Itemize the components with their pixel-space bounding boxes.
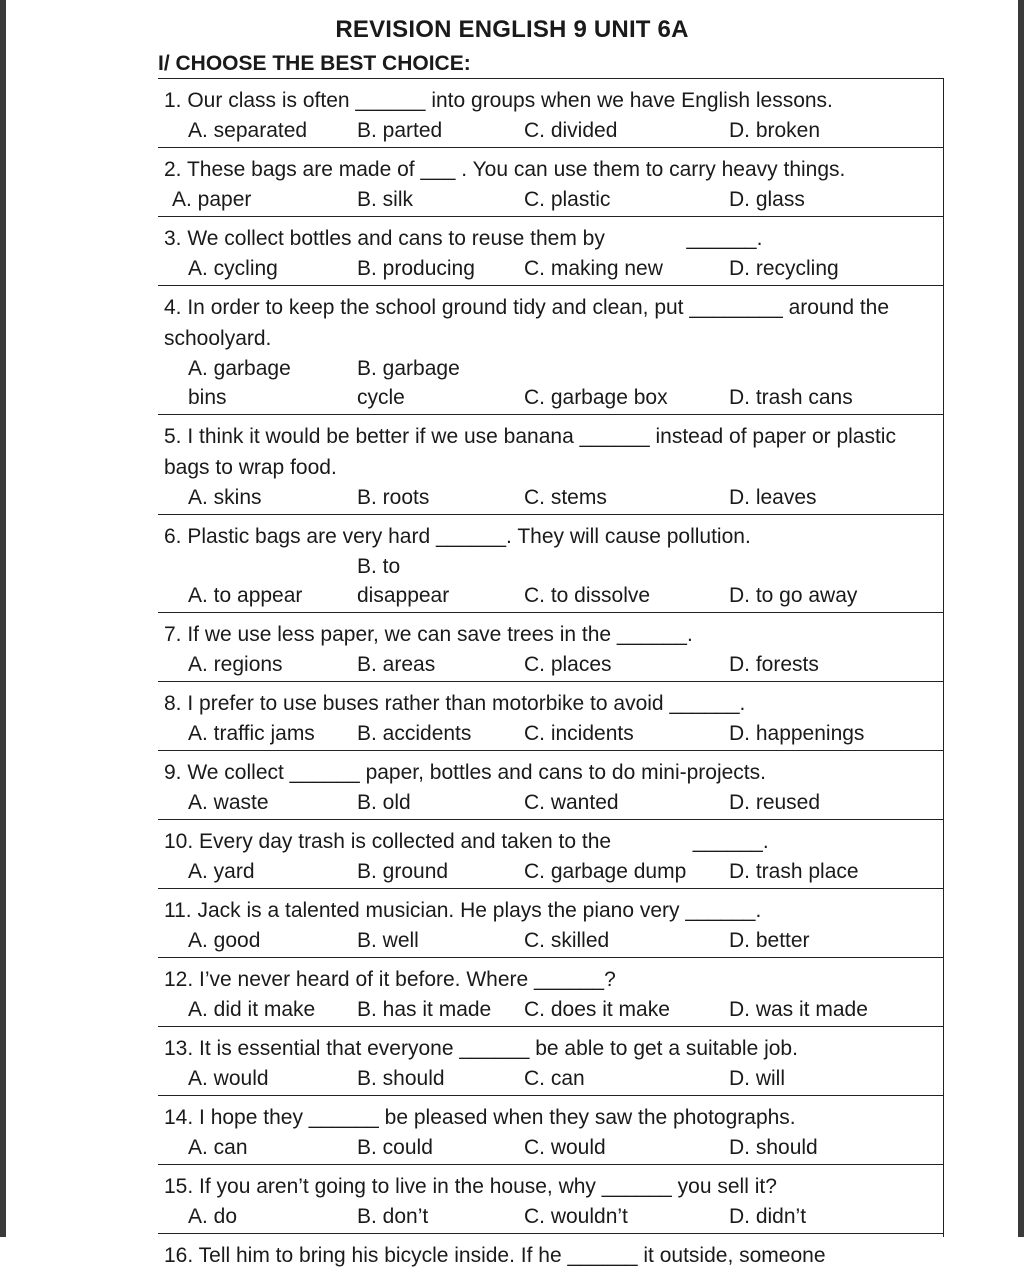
answer-options: [164, 926, 943, 955]
option-c[interactable]: C. skilled: [524, 929, 610, 952]
option-a[interactable]: A. to appear: [188, 584, 303, 607]
option-c[interactable]: C. wanted: [524, 791, 619, 814]
question-9: [158, 751, 943, 820]
option-d[interactable]: D. better: [729, 929, 810, 952]
option-d[interactable]: D. trash place: [729, 860, 859, 883]
question-15: [158, 1165, 943, 1234]
question-1: [158, 79, 943, 148]
option-d[interactable]: D. glass: [729, 188, 805, 211]
option-a[interactable]: A. yard: [188, 860, 255, 883]
answer-options: [164, 1064, 943, 1093]
option-c[interactable]: C. stems: [524, 486, 607, 509]
question-5: [158, 415, 943, 515]
option-a[interactable]: A. would: [188, 1067, 269, 1090]
option-b[interactable]: B. silk: [357, 188, 414, 211]
option-d[interactable]: D. should: [729, 1136, 818, 1159]
question-6: [158, 515, 943, 613]
option-b[interactable]: B. accidents: [357, 722, 472, 745]
section-heading: I/ CHOOSE THE BEST CHOICE:: [158, 52, 471, 75]
option-a[interactable]: A. do: [188, 1205, 238, 1228]
answer-options: [164, 483, 943, 512]
option-c[interactable]: C. to dissolve: [524, 584, 651, 607]
question-10: [158, 820, 943, 889]
answer-options: [164, 254, 943, 283]
option-d[interactable]: D. happenings: [729, 722, 865, 745]
question-8: [158, 682, 943, 751]
option-a[interactable]: A. regions: [188, 653, 283, 676]
question-stem: 5. I think it would be better if we use banana ______ instead of paper or plastic bags to wrap food.: [164, 425, 896, 479]
option-c[interactable]: C. does it make: [524, 998, 670, 1021]
answer-options: [164, 552, 943, 610]
answer-options: [164, 719, 943, 748]
option-c[interactable]: C. garbage box: [524, 386, 668, 409]
question-stem: 15. If you aren’t going to live in the house, why ______ you sell it?: [164, 1175, 777, 1198]
question-stem: 1. Our class is often ______ into groups when we have English lessons.: [164, 89, 833, 112]
question-4: [158, 286, 943, 415]
option-b[interactable]: B. could: [357, 1136, 433, 1159]
option-b[interactable]: B. producing: [357, 257, 475, 280]
option-c[interactable]: C. divided: [524, 119, 618, 142]
option-d[interactable]: D. trash cans: [729, 386, 853, 409]
question-stem: 11. Jack is a talented musician. He plays the piano very ______.: [164, 899, 762, 922]
option-b[interactable]: B. well: [357, 929, 419, 952]
answer-options: [164, 354, 943, 412]
option-c[interactable]: C. would: [524, 1136, 606, 1159]
option-d[interactable]: D. forests: [729, 653, 819, 676]
option-c[interactable]: C. places: [524, 653, 612, 676]
option-c[interactable]: C. garbage dump: [524, 860, 687, 883]
question-7: [158, 613, 943, 682]
answer-options: [164, 857, 943, 886]
answer-options: [164, 116, 943, 145]
page-edge-left: [0, 0, 6, 1237]
option-b[interactable]: B. has it made: [357, 998, 492, 1021]
option-c[interactable]: C. incidents: [524, 722, 634, 745]
option-b[interactable]: B. parted: [357, 119, 443, 142]
question-2: [158, 148, 943, 217]
question-stem: 6. Plastic bags are very hard ______. They will cause pollution.: [164, 525, 751, 548]
answer-options: [164, 185, 943, 214]
option-d[interactable]: D. to go away: [729, 584, 858, 607]
question-13: [158, 1027, 943, 1096]
question-stem: 14. I hope they ______ be pleased when they saw the photographs.: [164, 1106, 796, 1129]
question-stem: 3. We collect bottles and cans to reuse them by ______.: [164, 227, 763, 250]
option-a[interactable]: A. good: [188, 929, 261, 952]
option-b[interactable]: B. roots: [357, 486, 430, 509]
question-stem: 10. Every day trash is collected and taken to the ______.: [164, 830, 769, 853]
option-d[interactable]: D. leaves: [729, 486, 817, 509]
option-b[interactable]: B. garbage cycle: [357, 357, 460, 409]
answer-options: [164, 650, 943, 679]
option-a[interactable]: A. did it make: [188, 998, 316, 1021]
question-3: [158, 217, 943, 286]
question-11: [158, 889, 943, 958]
option-a[interactable]: A. traffic jams: [188, 722, 315, 745]
option-a[interactable]: A. skins: [188, 486, 262, 509]
question-14: [158, 1096, 943, 1165]
question-stem: 9. We collect ______ paper, bottles and cans to do mini-projects.: [164, 761, 766, 784]
option-d[interactable]: D. was it made: [729, 998, 868, 1021]
option-c[interactable]: C. can: [524, 1067, 585, 1090]
answer-options: [164, 1133, 943, 1162]
question-16: [158, 1234, 943, 1273]
page-edge-right: [1018, 0, 1024, 1237]
question-stem: 8. I prefer to use buses rather than motorbike to avoid ______.: [164, 692, 746, 715]
option-b[interactable]: B. don’t: [357, 1205, 429, 1228]
option-c[interactable]: C. wouldn’t: [524, 1205, 628, 1228]
option-a[interactable]: A. separated: [188, 119, 308, 142]
option-b[interactable]: B. ground: [357, 860, 449, 883]
option-b[interactable]: B. areas: [357, 653, 436, 676]
option-a[interactable]: A. cycling: [188, 257, 278, 280]
option-b[interactable]: B. to disappear: [357, 555, 450, 607]
answer-options: [164, 995, 943, 1024]
option-b[interactable]: B. old: [357, 791, 411, 814]
answer-options: [164, 1202, 943, 1231]
document-title: REVISION ENGLISH 9 UNIT 6A: [335, 16, 689, 43]
question-table: [158, 78, 944, 1267]
question-stem: 7. If we use less paper, we can save trees in the ______.: [164, 623, 693, 646]
option-d[interactable]: D. broken: [729, 119, 821, 142]
question-stem: 4. In order to keep the school ground tidy and clean, put ________ around the schoolyard.: [164, 296, 890, 350]
option-d[interactable]: D. recycling: [729, 257, 839, 280]
option-b[interactable]: B. should: [357, 1067, 445, 1090]
option-a[interactable]: A. can: [188, 1136, 248, 1159]
question-stem: 16. Tell him to bring his bicycle inside. If he ______ it outside, someone: [164, 1244, 826, 1267]
answer-options: [164, 788, 943, 817]
option-c[interactable]: C. making new: [524, 257, 663, 280]
option-d[interactable]: D. didn’t: [729, 1205, 807, 1228]
option-a[interactable]: A. waste: [188, 791, 269, 814]
option-a[interactable]: A. paper: [172, 188, 252, 211]
question-stem: 13. It is essential that everyone ______ be able to get a suitable job.: [164, 1037, 798, 1060]
question-stem: 12. I’ve never heard of it before. Where ______?: [164, 968, 616, 991]
question-12: [158, 958, 943, 1027]
question-stem: 2. These bags are made of ___ . You can use them to carry heavy things.: [164, 158, 846, 181]
option-a[interactable]: A. garbage bins: [188, 357, 291, 409]
option-d[interactable]: D. will: [729, 1067, 785, 1090]
option-d[interactable]: D. reused: [729, 791, 821, 814]
option-c[interactable]: C. plastic: [524, 188, 611, 211]
